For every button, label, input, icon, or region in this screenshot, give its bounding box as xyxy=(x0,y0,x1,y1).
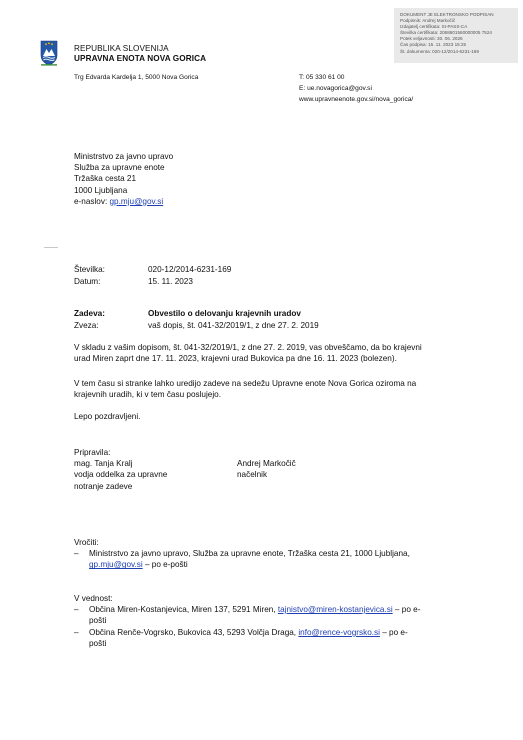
stamp-line: Podpisnik: Andrej Markočič xyxy=(400,18,456,24)
recipient-line: Služba za upravne enote xyxy=(74,163,165,173)
list-dash: – xyxy=(74,549,79,558)
signer-name: Andrej Markočič xyxy=(237,459,296,468)
institution-email-row xyxy=(299,85,372,92)
stamp-line: Izdajatelj certifikata: SI-PASS-CA xyxy=(400,24,468,30)
delivery-label: Vročiti: xyxy=(74,538,99,547)
subject-value: Obvestilo o delovanju krajevnih uradov xyxy=(148,309,301,318)
prepared-label: Pripravila: xyxy=(74,448,111,457)
recipient-line: Tržaška cesta 21 xyxy=(74,174,137,184)
delivery-email-link[interactable]: gp.mju@gov.si xyxy=(89,560,143,570)
institution-website: www.upravneenote.gov.si/nova_gorica/ xyxy=(299,96,414,103)
institution-line1: REPUBLIKA SLOVENIJA xyxy=(74,44,169,53)
stamp-line: Potek veljavnosti: 30. 06. 2026 xyxy=(400,36,463,42)
cc-email-link[interactable]: info@rence-vogrsko.si xyxy=(298,628,380,637)
cc-item-suffix: – po e- xyxy=(392,605,421,614)
signature-stamp xyxy=(394,8,518,63)
list-dash: – xyxy=(74,605,79,614)
slovenia-coat-of-arms-icon xyxy=(40,40,58,66)
divider xyxy=(44,247,58,248)
recipient-email-link[interactable]: gp.mju@gov.si xyxy=(109,196,164,206)
cc-item xyxy=(74,627,494,649)
stamp-line: Čas podpisa: 15. 11. 2023 15:25 xyxy=(400,42,467,48)
stamp-line: DOKUMENT JE ELEKTRONSKO PODPISAN xyxy=(400,12,494,17)
body-line: V tem času si stranke lahko uredijo zadeve na sedežu Upravne enote Nova Gorica oziroma na xyxy=(74,379,417,388)
date-label: Datum: xyxy=(74,277,101,286)
delivery-item-text: Ministrstvo za javno upravo, Služba za upravne enote, Tržaška cesta 21, 1000 Ljubljana, xyxy=(89,549,410,558)
cc-label: V vednost: xyxy=(74,594,113,603)
email-prefix: E: xyxy=(299,85,308,92)
reference-value: vaš dopis, št. 041-32/2019/1, z dne 27. 2. 2019 xyxy=(148,321,319,330)
preparer-title: notranje zadeve xyxy=(74,481,133,491)
stamp-line: Številka certifikata: 2068601560000005 7524 xyxy=(400,30,492,36)
preparer-title: vodja oddelka za upravne xyxy=(74,470,168,480)
signer-block xyxy=(237,458,296,480)
closing: Lepo pozdravljeni. xyxy=(74,412,141,421)
body-line: urad Miren zaprt dne 17. 11. 2023, krajevni urad Bukovica pa dne 16. 11. 2023 (bolezen). xyxy=(74,354,397,364)
recipient-block xyxy=(74,151,173,207)
body-line: krajevnih uradih, ki v tem času poslujejo. xyxy=(74,390,221,400)
recipient-email-label: e-naslov: xyxy=(74,196,110,206)
signer-title: načelnik xyxy=(237,470,268,480)
cc-item-text: Občina Miren-Kostanjevica, Miren 137, 5291 Miren, xyxy=(89,605,278,614)
list-dash: – xyxy=(74,628,79,637)
body-paragraph-1 xyxy=(74,342,422,364)
number-value: 020-12/2014-6231-169 xyxy=(148,265,232,274)
number-label: Številka: xyxy=(74,265,105,274)
recipient-line: 1000 Ljubljana xyxy=(74,185,128,195)
cc-item-line2: pošti xyxy=(89,639,107,649)
reference-label: Zveza: xyxy=(74,321,99,330)
delivery-item-suffix: – po e-pošti xyxy=(142,560,188,570)
recipient-line: Ministrstvo za javno upravo xyxy=(74,152,174,161)
institution-address: Trg Edvarda Kardelja 1, 5000 Nova Gorica xyxy=(74,74,199,81)
cc-item-text: Občina Renče-Vogrsko, Bukovica 43, 5293 Volčja Draga, xyxy=(89,628,299,637)
date-value: 15. 11. 2023 xyxy=(148,277,193,286)
institution-email: ue.novagorica@gov.si xyxy=(307,85,372,92)
delivery-item xyxy=(74,548,494,570)
preparer-block xyxy=(74,447,167,492)
institution-phone: T: 05 330 61 00 xyxy=(299,74,345,81)
institution-line2: UPRAVNA ENOTA NOVA GORICA xyxy=(74,54,207,63)
recipient-email-row xyxy=(74,196,173,207)
cc-item xyxy=(74,604,494,626)
subject-label: Zadeva: xyxy=(74,309,105,318)
body-line: V skladu z vašim dopisom, št. 041-32/2019/1, z dne 27. 2. 2019, vas obveščamo, da bo krajevni xyxy=(74,343,422,352)
cc-email-link[interactable]: tajnistvo@miren-kostanjevica.si xyxy=(277,605,393,614)
cc-item-line2: pošti xyxy=(89,616,107,626)
preparer-name: mag. Tanja Kralj xyxy=(74,459,133,469)
cc-item-suffix: – po e- xyxy=(379,628,408,637)
stamp-line: Št. dokumenta: 020-12/2014-6231-169 xyxy=(400,48,479,54)
body-paragraph-2 xyxy=(74,378,416,400)
